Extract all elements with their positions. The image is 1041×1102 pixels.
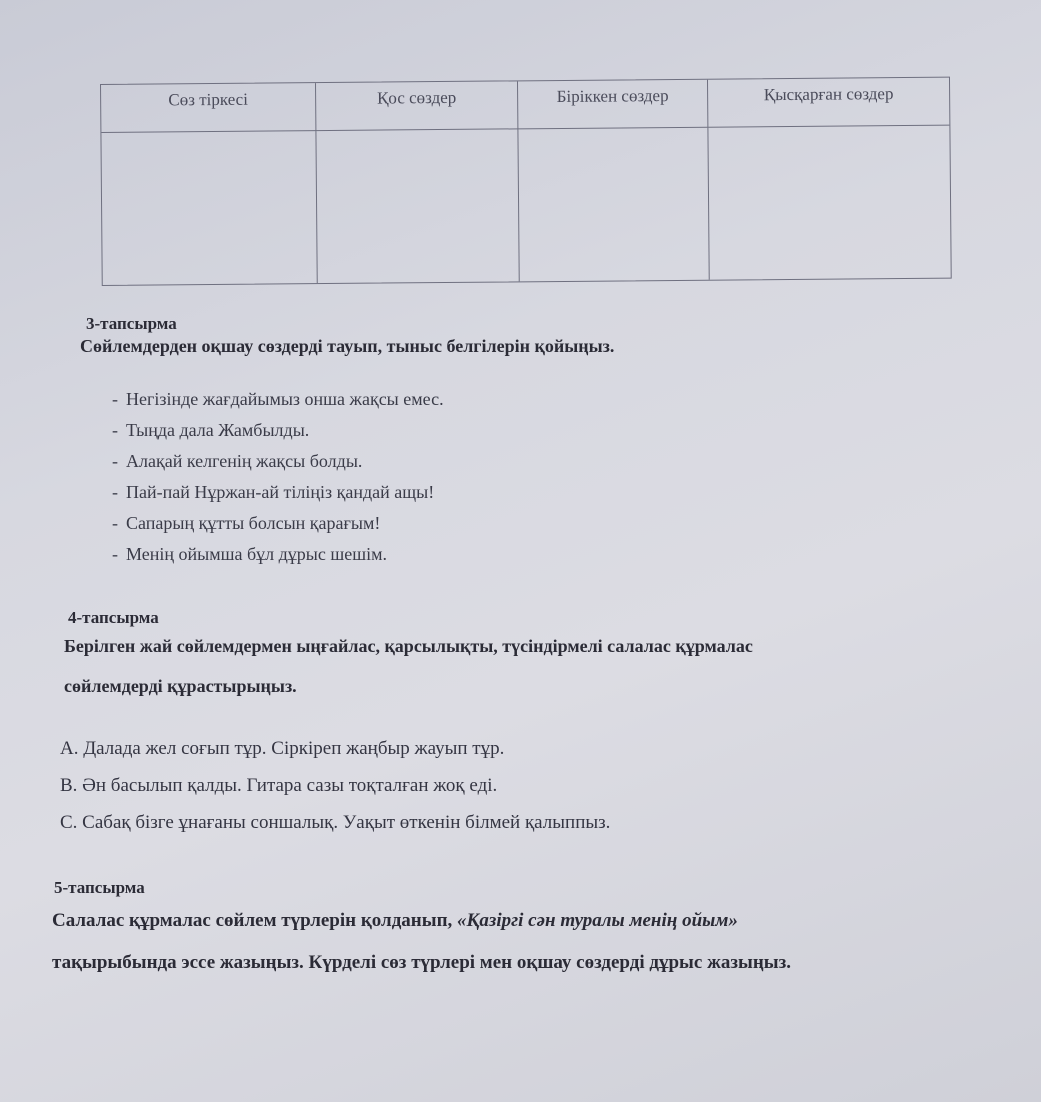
- table-empty-cell: [708, 126, 950, 280]
- list-item: - Алақай келгенің жақсы болды.: [112, 451, 363, 471]
- word-types-table: [100, 77, 952, 286]
- table-empty-cell: [518, 128, 709, 282]
- list-item: A. Далада жел соғып тұр. Сіркіреп жаңбыр жауып тұр.: [60, 738, 505, 759]
- task-3-title: 3-тапсырма: [86, 314, 177, 333]
- table-empty-cell: [101, 131, 317, 285]
- task-3-sentence-list: [112, 384, 444, 570]
- table-empty-cell: [316, 129, 519, 283]
- list-item: - Негізінде жағдайымыз онша жақсы емес.: [112, 389, 444, 409]
- list-item: C. Сабақ бізге ұнағаны соншалық. Уақыт өткенін білмей қалыппыз.: [60, 812, 611, 833]
- task-4-options: [60, 730, 610, 841]
- task-5-instruction-line1: Салалас құрмалас сөйлем түрлерін қолданып, «Қазіргі сән туралы менің ойым»: [52, 910, 738, 931]
- list-item: - Менің ойымша бұл дұрыс шешім.: [112, 544, 387, 564]
- table-header-cell: Біріккен сөздер: [518, 80, 708, 130]
- list-item: - Сапарың құтты болсын қарағым!: [112, 513, 381, 533]
- task-4-instruction-line1: Берілген жай сөйлемдермен ыңғайлас, қарсылықты, түсіндірмелі салалас құрмалас: [64, 636, 753, 656]
- list-item: - Пай-пай Нұржан-ай тіліңіз қандай ащы!: [112, 482, 435, 502]
- task-5-instruction-line2: тақырыбында эссе жазыңыз. Күрделі сөз түрлері мен оқшау сөздерді дұрыс жазыңыз.: [52, 952, 791, 973]
- list-item: - Тыңда дала Жамбылды.: [112, 420, 310, 440]
- table-header-cell: Қысқарған сөздер: [708, 78, 949, 128]
- task-4-instruction-line2: сөйлемдерді құрастырыңыз.: [64, 676, 297, 696]
- table-header-cell: Сөз тіркесі: [101, 83, 316, 133]
- list-item: B. Ән басылып қалды. Гитара сазы тоқталған жоқ еді.: [60, 775, 498, 796]
- task-5-title: 5-тапсырма: [54, 878, 145, 897]
- essay-topic: «Қазіргі сән туралы менің ойым»: [457, 910, 738, 931]
- task-3-instruction: Сөйлемдерден оқшау сөздерді тауып, тыныс белгілерін қойыңыз.: [80, 336, 615, 356]
- table-header-cell: Қос сөздер: [316, 81, 518, 131]
- task-4-title: 4-тапсырма: [68, 608, 159, 627]
